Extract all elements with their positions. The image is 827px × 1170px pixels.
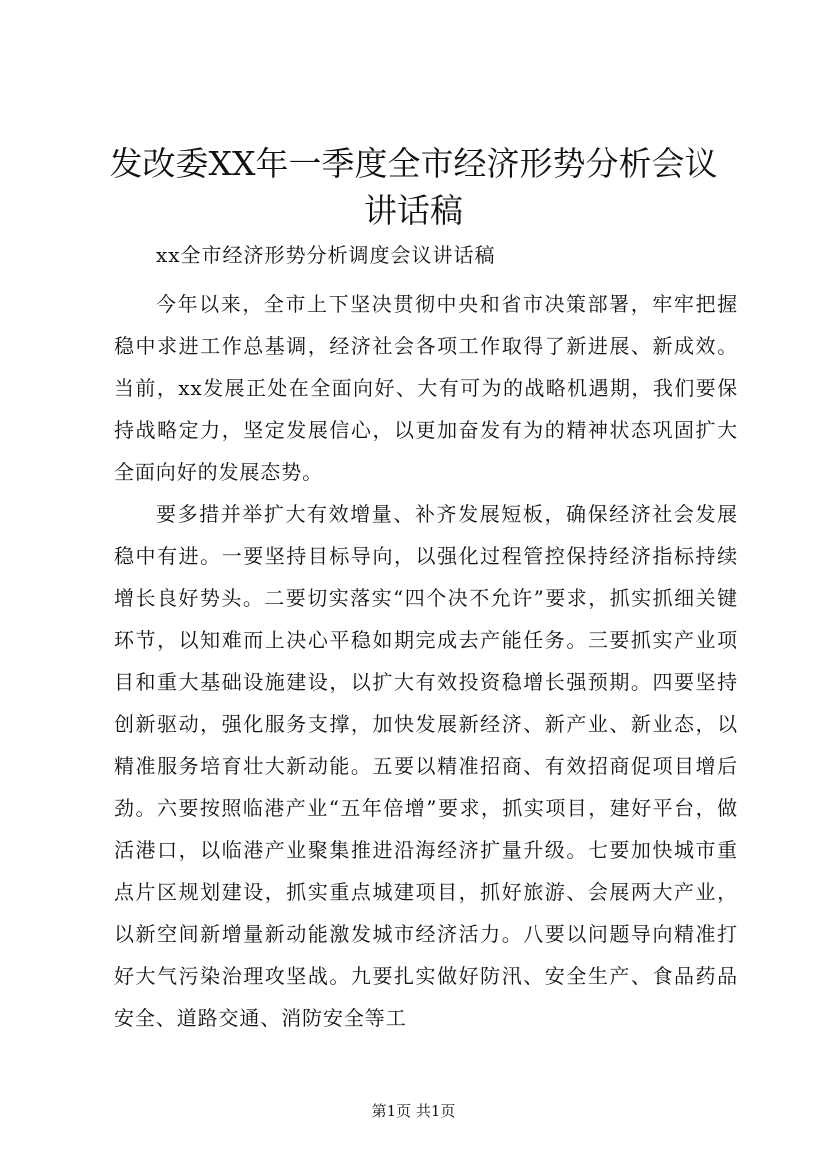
page-footer: 第1页 共1页: [371, 1102, 456, 1120]
document-body: [114, 283, 738, 1039]
paragraph-1: 今年以来，全市上下坚决贯彻中央和省市决策部署，牢牢把握稳中求进工作总基调，经济社会各项工作取得了新进展、新成效。当前，xx发展正处在全面向好、大有可为的战略机遇期，我们要保持战略定力，坚定发展信心，以更加奋发有为的精神状态巩固扩大全面向好的发展态势。: [114, 292, 738, 484]
document-title: 发改委XX年一季度全市经济形势分析会议讲话稿: [109, 144, 718, 230]
document-subtitle: xx全市经济形势分析调度会议讲话稿: [156, 243, 496, 267]
paragraph-2: 要多措并举扩大有效增量、补齐发展短板，确保经济社会发展稳中有进。一要坚持目标导向，以强化过程管控保持经济指标持续增长良好势头。二要切实落实“四个决不允许”要求，抓实抓细关键环节，以知难而上决心平稳如期完成去产能任务。三要抓实产业项目和重大基础设施建设，以扩大有效投资稳增长强预期。四要坚持创新驱动，强化服务支撑，加快发展新经济、新产业、新业态，以精准服务培育壮大新动能。五要以精准招商、有效招商促项目增后劲。六要按照临港产业“五年倍增”要求，抓实项目，建好平台，做活港口，以临港产业聚集推进沿海经济扩量升级。七要加快城市重点片区规划建设，抓实重点城建项目，抓好旅游、会展两大产业，以新空间新增量新动能激发城市经济活力。八要以问题导向精准打好大气污染治理攻坚战。九要扎实做好防汛、安全生产、食品药品安全、道路交通、消防安全等工: [114, 502, 738, 1030]
